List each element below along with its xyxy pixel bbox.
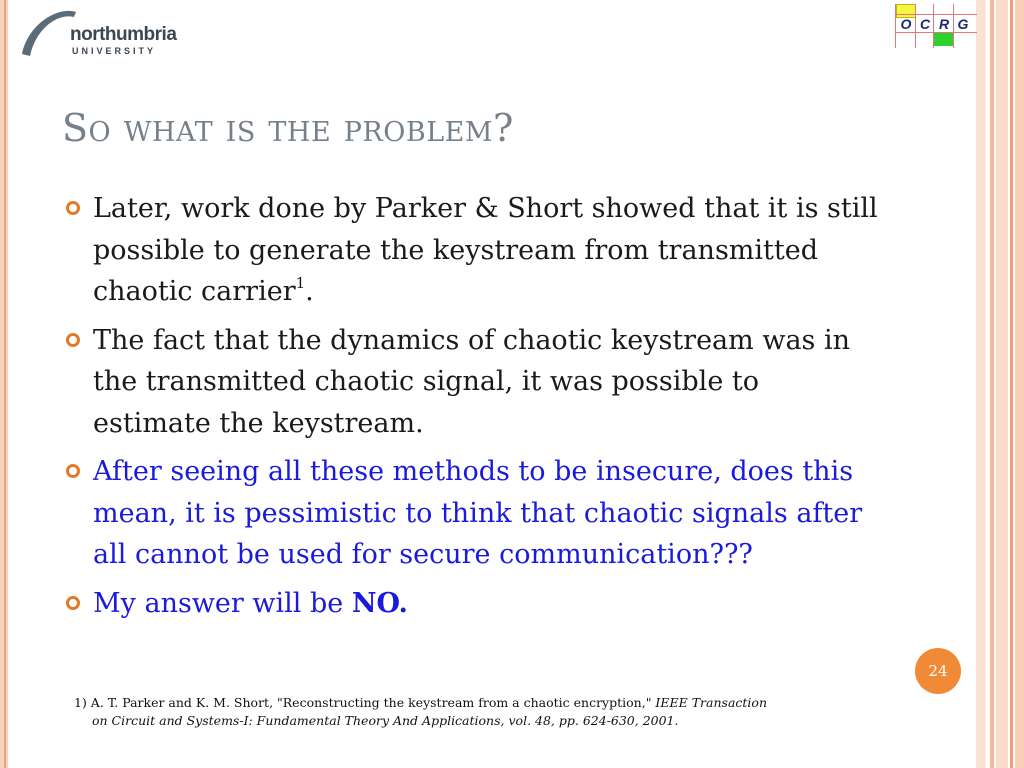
bullet-circle-icon	[66, 333, 80, 347]
bullet-tail: .	[305, 276, 314, 307]
bullet-text: Later, work done by Parker & Short showed that it is still possible to generate the keystream from transmitted chaotic carrier	[93, 193, 878, 307]
footnote-marker: 1	[295, 274, 306, 292]
ocrg-letter-o: O	[900, 16, 912, 32]
ocrg-letter-r: R	[938, 16, 950, 32]
bullet-circle-icon	[66, 201, 80, 215]
logo-subtitle: UNIVERSITY	[72, 46, 157, 56]
logo-swoosh-icon	[18, 4, 78, 62]
bullet-circle-icon	[66, 596, 80, 610]
ocrg-logo	[895, 4, 977, 48]
footnote-journal-cont: on Circuit and Systems-I: Fundamental Theory And Applications	[92, 713, 501, 728]
bullet-circle-icon	[66, 464, 80, 478]
bullet-text: The fact that the dynamics of chaotic keystream was in the transmitted chaotic signal, it was possible to estimate the keystream.	[93, 324, 851, 439]
bullet-item	[64, 583, 884, 625]
ocrg-green-cell	[933, 32, 953, 46]
footnote-text: 1) A. T. Parker and K. M. Short, "Reconstructing the keystream from a chaotic encryption,"	[74, 695, 656, 710]
ocrg-letter-g: G	[957, 16, 969, 32]
footnote-details: , vol. 48, pp. 624-630, 2001.	[500, 713, 679, 728]
footnote-journal: IEEE Transaction	[655, 695, 767, 710]
left-border	[0, 0, 8, 768]
logo-name: northumbria	[70, 24, 177, 45]
bullet-item	[64, 320, 884, 445]
slide-title: So what is the problem?	[62, 106, 514, 150]
bullet-item	[64, 451, 884, 576]
bullet-text: My answer will be	[93, 587, 352, 619]
bullet-answer: NO.	[351, 587, 408, 619]
right-stripes	[976, 0, 1024, 768]
bullet-item	[64, 188, 884, 313]
bullet-text: After seeing all these methods to be insecure, does this mean, it is pessimistic to think that chaotic signals after all cannot be used for secure communication???	[93, 456, 863, 570]
ocrg-letter-c: C	[919, 16, 931, 32]
bullet-list	[64, 188, 884, 631]
footnote	[74, 694, 814, 730]
page-number-badge: 24	[915, 648, 961, 694]
northumbria-logo	[18, 4, 177, 62]
